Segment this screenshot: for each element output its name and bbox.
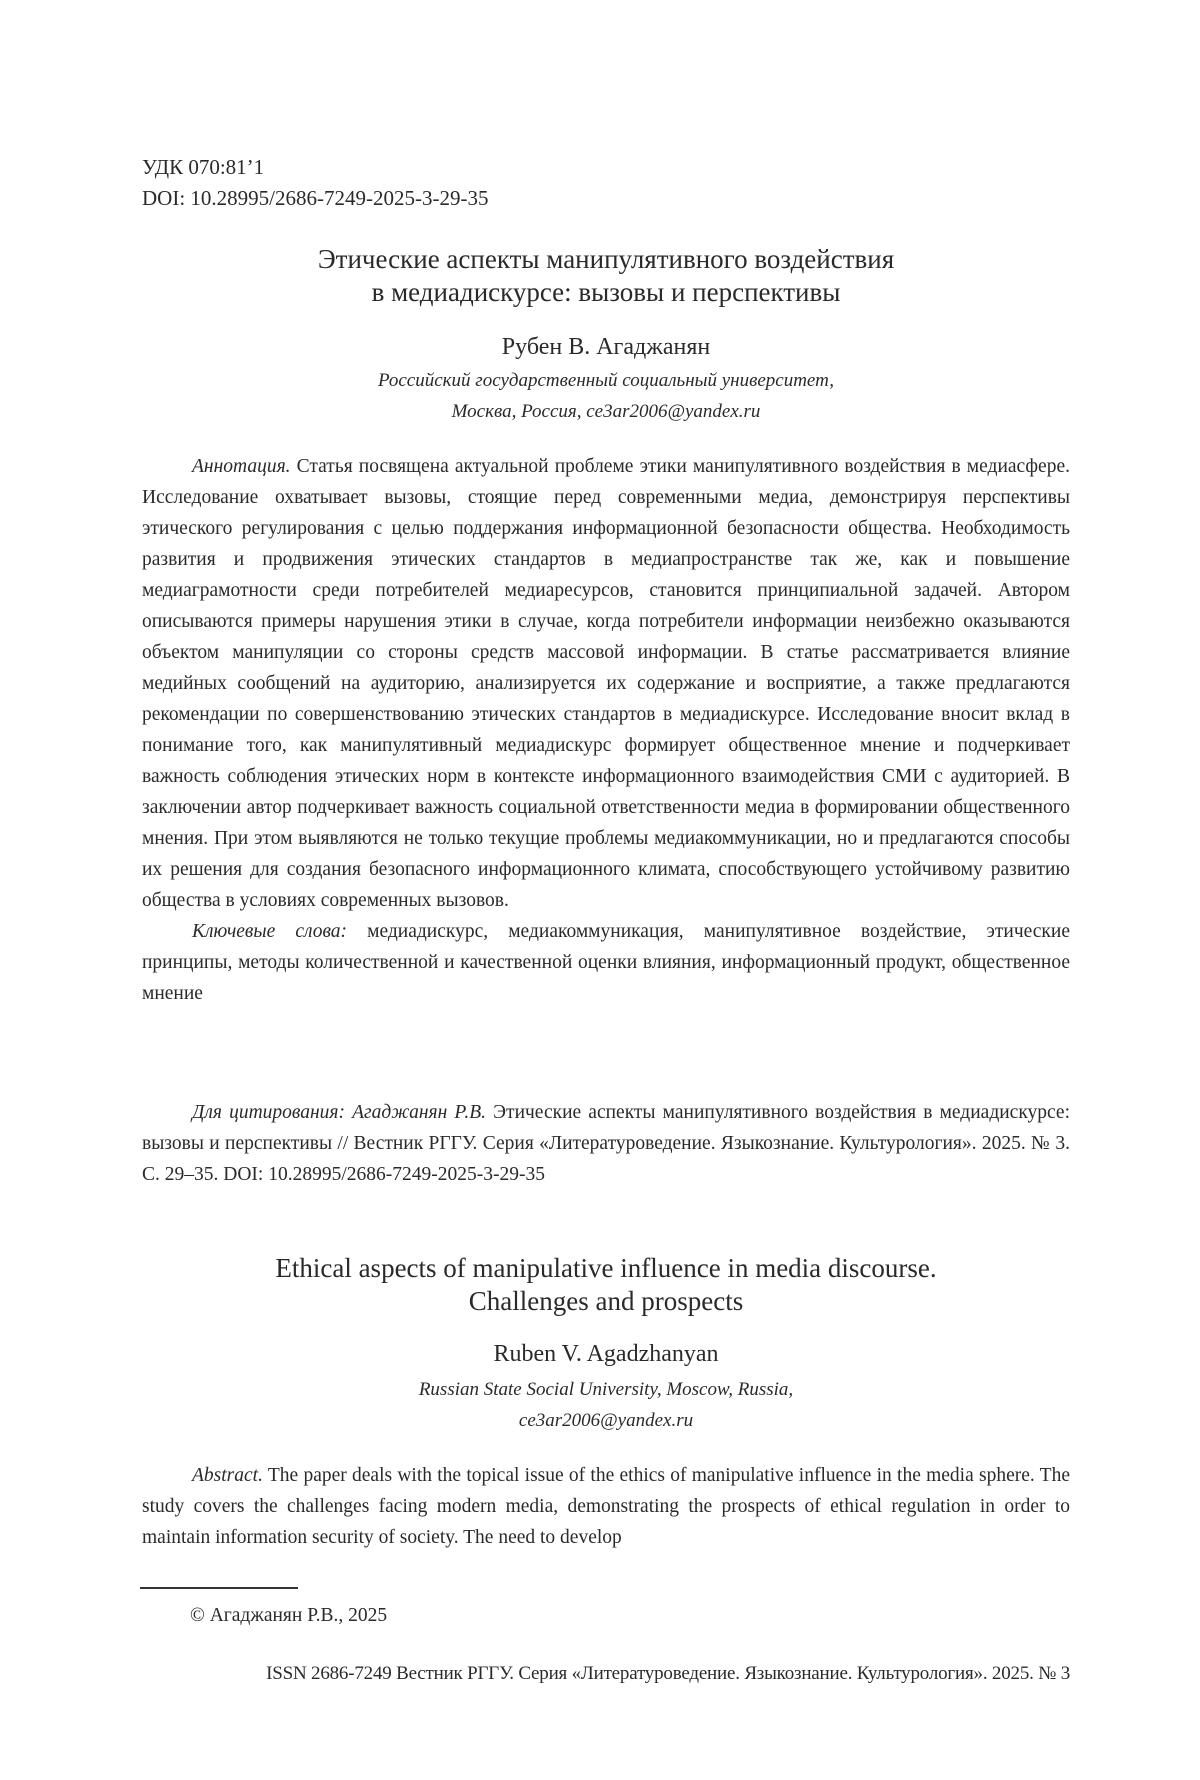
english-affiliation	[142, 1374, 1070, 1436]
russian-author: Рубен В. Агаджанян	[142, 334, 1070, 361]
russian-affiliation	[142, 365, 1070, 427]
citation-block	[142, 1097, 1070, 1190]
russian-keywords	[142, 916, 1070, 1009]
russian-title-line-2: в медиадискурсе: вызовы и перспективы	[142, 276, 1070, 309]
citation	[142, 1097, 1070, 1190]
footnote-rule	[140, 1587, 298, 1589]
udk-code: УДК 070:81’1	[142, 152, 488, 183]
russian-abstract-text: Статья посвящена актуальной проблеме этики манипулятивного воздействия в медиасфере. Исследование охватывает вызовы, стоящие перед современными медиа, демонстрируя перспективы этического регулирования с целью поддержания информационной безопасности общества. Необходимость развития и продвижения этических стандартов в медиапространстве так же, как и повышение медиаграмотности среди потребителей медиаресурсов, становится принципиальной задачей. Автором описываются примеры нарушения этики в случае, когда потребители информации неизбежно оказываются объектом манипуляции со стороны средств массовой информации. В статье рассматривается влияние медийных сообщений на аудиторию, анализируется их содержание и восприятие, а также предлагаются рекомендации по совершенствованию этических стандартов в медиадискурсе. Исследование вносит вклад в понимание того, как манипулятивный медиадискурс формирует общественное мнение и подчеркивает важность соблюдения этических норм в контексте информационного взаимодействия СМИ с аудиторией. В заключении автор подчеркивает важность социальной ответственности медиа в формировании общественного мнения. При этом выявляются не только текущие проблемы медиакоммуникации, но и предлагаются способы их решения для создания безопасного информационного климата, способствующего устойчивому развитию общества в условиях современных вызовов.	[142, 456, 1070, 911]
citation-text: Этические аспекты манипулятивного воздействия в медиадискурсе: вызовы и перспективы // Вестник РГГУ. Серия «Литературоведение. Языкознание. Культурология». 2025. № 3. С. 29–35. DOI: 10.28995/2686-7249-2025-3-29-35	[142, 1102, 1070, 1185]
english-abstract	[142, 1460, 1070, 1553]
english-title-line-1: Ethical aspects of manipulative influence in media discourse.	[142, 1252, 1070, 1285]
english-affiliation-line-2: ce3ar2006@yandex.ru	[142, 1405, 1070, 1436]
english-affiliation-line-1: Russian State Social University, Moscow, Russia,	[142, 1374, 1070, 1405]
russian-affiliation-line-1: Российский государственный социальный университет,	[142, 365, 1070, 396]
running-footer: ISSN 2686-7249 Вестник РГГУ. Серия «Литературоведение. Языкознание. Культурология». 2025. № 3	[142, 1663, 1070, 1685]
russian-keywords-label: Ключевые слова:	[192, 921, 347, 942]
doi: DOI: 10.28995/2686-7249-2025-3-29-35	[142, 183, 488, 214]
russian-title	[142, 243, 1070, 309]
english-abstract-text: The paper deals with the topical issue of the ethics of manipulative influence in the media sphere. The study covers the challenges facing modern media, demonstrating the prospects of ethical regulation in order to maintain information security of society. The need to develop	[142, 1465, 1070, 1548]
russian-affiliation-line-2: Москва, Россия, ce3ar2006@yandex.ru	[142, 396, 1070, 427]
english-title	[142, 1252, 1070, 1318]
english-abstract-block	[142, 1460, 1070, 1553]
english-abstract-label: Abstract.	[192, 1465, 263, 1486]
copyright-note: © Агаджанян Р.В., 2025	[190, 1605, 387, 1627]
article-identifiers	[142, 152, 488, 214]
russian-abstract	[142, 451, 1070, 916]
english-title-line-2: Challenges and prospects	[142, 1285, 1070, 1318]
citation-label: Для цитирования: Агаджанян Р.В.	[192, 1102, 486, 1123]
english-author: Ruben V. Agadzhanyan	[142, 1341, 1070, 1368]
russian-keywords-text: медиадискурс, медиакоммуникация, манипулятивное воздействие, этические принципы, методы количественной и качественной оценки влияния, информационный продукт, общественное мнение	[142, 921, 1070, 1004]
russian-abstract-label: Аннотация.	[192, 456, 291, 477]
russian-abstract-block	[142, 451, 1070, 1009]
russian-title-line-1: Этические аспекты манипулятивного воздействия	[142, 243, 1070, 276]
